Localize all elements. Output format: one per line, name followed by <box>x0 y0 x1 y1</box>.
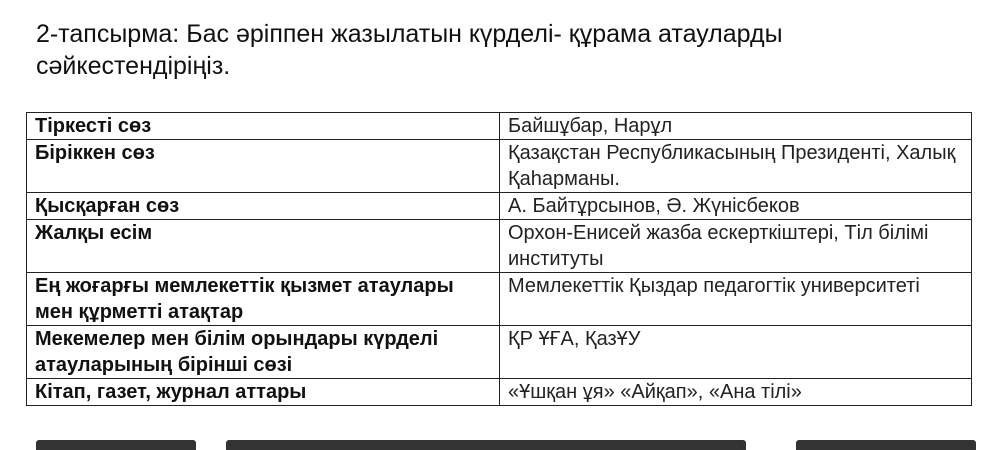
term-cell: Мекемелер мен білім орындары күрделі атауларының бірінші сөзі <box>27 326 500 379</box>
table-row <box>27 379 972 406</box>
table-row <box>27 220 972 273</box>
cropped-next-line <box>36 436 976 450</box>
example-cell: Орхон-Енисей жазба ескерткіштері, Тіл білімі институты <box>500 220 972 273</box>
example-cell: Мемлекеттік Қыздар педагогтік университеті <box>500 273 972 326</box>
example-cell: А. Байтұрсынов, Ә. Жүнісбеков <box>500 193 972 220</box>
term-cell: Біріккен сөз <box>27 140 500 193</box>
example-cell: «Ұшқан ұя» «Айқап», «Ана тілі» <box>500 379 972 406</box>
term-cell: Тіркесті сөз <box>27 113 500 140</box>
term-cell: Жалқы есім <box>27 220 500 273</box>
term-cell: Қысқарған сөз <box>27 193 500 220</box>
term-cell: Кітап, газет, журнал аттары <box>27 379 500 406</box>
example-cell: Байшұбар, Нарұл <box>500 113 972 140</box>
table-row <box>27 326 972 379</box>
term-cell: Ең жоғарғы мемлекеттік қызмет атаулары мен құрметті атақтар <box>27 273 500 326</box>
example-cell: ҚР ҰҒА, ҚазҰУ <box>500 326 972 379</box>
example-cell: Қазақстан Республикасының Президенті, Халық Қаһарманы. <box>500 140 972 193</box>
task-title: 2-тапсырма: Бас әріппен жазылатын күрделі- құрама атауларды сәйкестендіріңіз. <box>36 20 783 80</box>
table-row <box>27 140 972 193</box>
cropped-text-fragment <box>36 440 196 450</box>
cropped-text-fragment <box>226 440 746 450</box>
matching-table <box>26 112 972 406</box>
table-row <box>27 193 972 220</box>
table-row <box>27 273 972 326</box>
table-row <box>27 113 972 140</box>
cropped-text-fragment <box>796 440 976 450</box>
